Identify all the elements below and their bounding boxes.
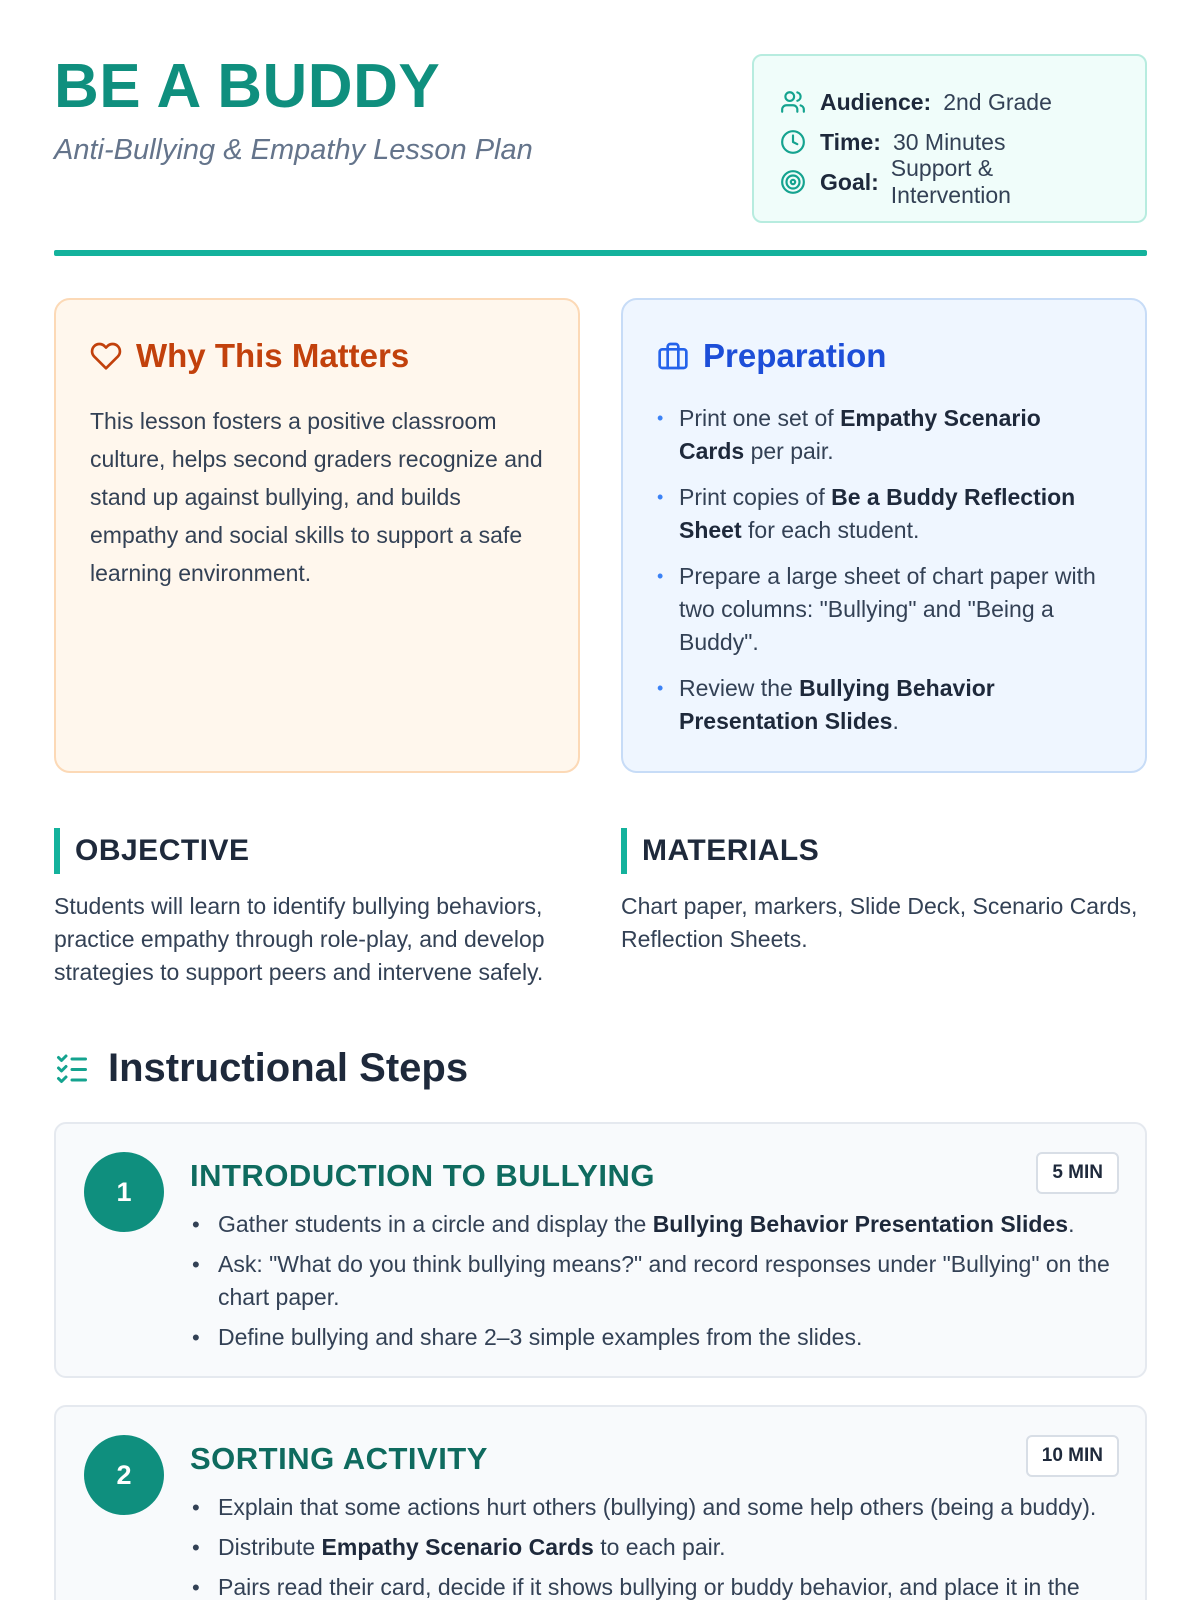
info-goal: [780, 155, 1119, 208]
list-item: • Explain that some actions hurt others (bullying) and some help others (being a buddy).: [190, 1491, 1115, 1524]
materials-section: [621, 828, 1147, 956]
list-item: • Define bullying and share 2–3 simple examples from the slides.: [190, 1321, 1115, 1354]
users-icon: [780, 89, 806, 115]
why-text: This lesson fosters a positive classroom culture, helps second graders recognize and stand up against bullying, and builds empathy and social skills to support a safe learning environment.: [90, 408, 543, 586]
heart-icon: [90, 340, 122, 372]
info-value: 2nd Grade: [943, 88, 1052, 115]
objective-section: [54, 828, 594, 989]
page-subtitle: Anti-Bullying & Empathy Lesson Plan: [54, 134, 533, 166]
page-title: BE A BUDDY: [54, 52, 441, 121]
preparation-card: [621, 298, 1147, 773]
card-title: Preparation: [703, 337, 887, 374]
step-number: 2: [84, 1435, 164, 1515]
section-heading: MATERIALS: [621, 828, 1147, 874]
list-item: • Pairs read their card, decide if it shows bullying or buddy behavior, and place it in the: [190, 1571, 1115, 1600]
list-item: • Distribute Empathy Scenario Cards to each pair.: [190, 1531, 1115, 1564]
list-item: • Prepare a large sheet of chart paper with two columns: "Bullying" and "Being a Buddy".: [657, 560, 1111, 659]
info-label: Audience:: [820, 88, 932, 115]
briefcase-icon: [657, 340, 689, 372]
info-audience: [780, 82, 1119, 122]
header-divider: [54, 250, 1147, 256]
step-title: INTRODUCTION TO BULLYING: [190, 1158, 655, 1193]
list-item: • Review the Bullying Behavior Presentation Slides.: [657, 672, 1111, 738]
step-bullets: [190, 1208, 1115, 1361]
steps-title: Instructional Steps: [108, 1045, 469, 1090]
step-duration-badge: 5 MIN: [1036, 1152, 1119, 1194]
step-card: [54, 1122, 1147, 1378]
section-heading: OBJECTIVE: [54, 828, 594, 874]
info-label: Goal:: [820, 168, 879, 195]
materials-text: Chart paper, markers, Slide Deck, Scenario Cards, Reflection Sheets.: [621, 893, 1138, 952]
step-title: SORTING ACTIVITY: [190, 1441, 488, 1476]
list-item: • Gather students in a circle and display the Bullying Behavior Presentation Slides.: [190, 1208, 1115, 1241]
step-duration-badge: 10 MIN: [1026, 1435, 1119, 1477]
clock-icon: [780, 129, 806, 155]
step-card: [54, 1405, 1147, 1600]
step-number: 1: [84, 1152, 164, 1232]
why-this-matters-card: [54, 298, 580, 773]
card-title: Why This Matters: [136, 337, 410, 374]
lesson-info-box: [752, 54, 1147, 223]
target-icon: [780, 169, 806, 195]
info-label: Time:: [820, 128, 881, 155]
preparation-list: [657, 402, 1111, 738]
step-bullets: [190, 1491, 1115, 1600]
lesson-header: [54, 54, 1147, 257]
info-value: 30 Minutes: [892, 128, 1006, 155]
checklist-icon: [54, 1050, 90, 1086]
list-item: • Print one set of Empathy Scenario Cards per pair.: [657, 402, 1111, 468]
info-value: Support & Intervention: [890, 155, 1011, 208]
list-item: • Ask: "What do you think bullying means?" and record responses under "Bullying" on the chart paper.: [190, 1248, 1115, 1314]
steps-heading: [54, 1045, 468, 1091]
list-item: • Print copies of Be a Buddy Reflection Sheet for each student.: [657, 481, 1111, 547]
card-heading: [90, 336, 544, 376]
card-heading: [657, 336, 1111, 376]
objective-text: Students will learn to identify bullying behaviors, practice empathy through role-play, and develop strategies to support peers and intervene safely.: [54, 893, 545, 985]
